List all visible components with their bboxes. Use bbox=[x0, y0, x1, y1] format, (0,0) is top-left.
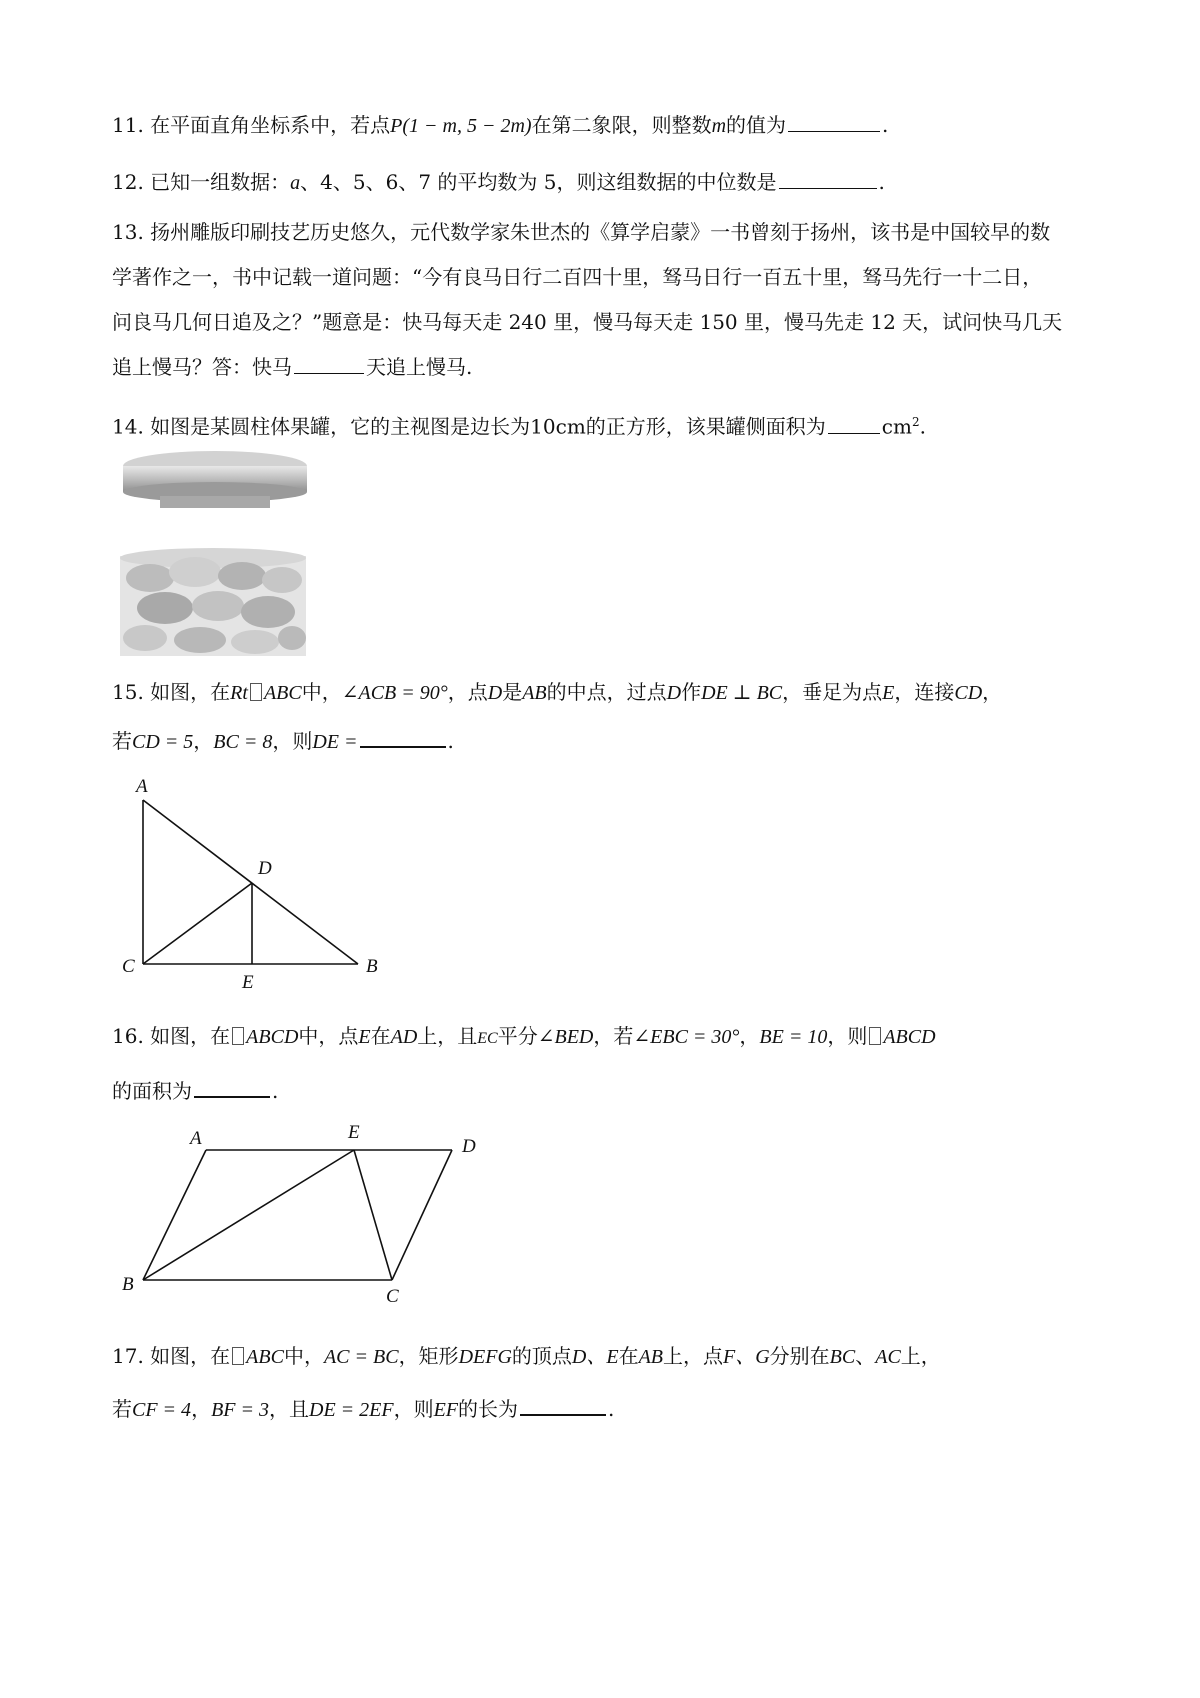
fruit-jar-image bbox=[120, 548, 306, 658]
parallelogram-symbol bbox=[232, 1027, 244, 1045]
answer-blank[interactable] bbox=[294, 351, 364, 374]
answer-blank[interactable] bbox=[360, 724, 446, 748]
label-a: A bbox=[190, 1128, 202, 1149]
label-d: D bbox=[258, 858, 272, 879]
q13-number: 13. bbox=[112, 220, 144, 244]
label-d: D bbox=[462, 1136, 476, 1157]
label-c: C bbox=[386, 1286, 399, 1307]
q11-point-expression: (1 − m, 5 − 2m) bbox=[402, 115, 532, 137]
answer-blank[interactable] bbox=[779, 166, 877, 189]
triangle-symbol bbox=[250, 683, 262, 701]
question-11: 11. 在平面直角坐标系中，若点P(1 − m, 5 − 2m)在第二象限，则整数m的值为 . bbox=[112, 104, 1102, 147]
q12-number: 12. bbox=[112, 170, 144, 194]
triangle-symbol bbox=[232, 1347, 244, 1365]
label-e: E bbox=[348, 1122, 360, 1143]
answer-blank[interactable] bbox=[828, 411, 880, 434]
segment-cd bbox=[143, 883, 252, 964]
question-15: 15. 如图，在Rt ABC中，∠ACB = 90°，点D是AB的中点，过点D作DE ⊥ BC，垂足为点E，连接CD， 若CD = 5，BC = 8，则DE = . bbox=[112, 680, 1003, 753]
question-12: 12. 已知一组数据：a、4、5、6、7 的平均数为 5，则这组数据的中位数是 . bbox=[112, 161, 1102, 204]
segment-ec bbox=[354, 1150, 392, 1280]
q14-number: 14. bbox=[112, 414, 144, 439]
q16-number: 16. bbox=[112, 1024, 144, 1048]
jar-lid-image bbox=[120, 450, 310, 510]
label-c: C bbox=[122, 956, 135, 977]
q11-number: 11. bbox=[112, 113, 144, 137]
figure-right-triangle bbox=[110, 770, 410, 993]
label-b: B bbox=[366, 956, 378, 977]
answer-blank[interactable] bbox=[788, 109, 880, 132]
q15-number: 15. bbox=[112, 680, 144, 704]
question-17: 17. 如图，在 ABC中，AC = BC，矩形DEFG的顶点D、E在AB上，点F、G分别在BC、AC上， 若CF = 4，BF = 3，且DE = 2EF，则EF的长为 . bbox=[112, 1344, 941, 1421]
question-14: 14. 如图是某圆柱体果罐，它的主视图是边长为10cm的正方形，该果罐侧面积为 $cm^2$. bbox=[112, 401, 1102, 448]
question-13: 13. 扬州雕版印刷技艺历史悠久，元代数学家朱世杰的《算学启蒙》一书曾刻于扬州，该书是中国较早的数 学著作之一，书中记载一道问题：“今有良马日行二百四十里，驽马日行一百五十里，驽马先行一十二日， 问良马几何日追及之？”题意是：快马每天走 240 里，慢马每天走 150 里，慢马先走 12 天，试问快马几天 追上慢马？答：快马 天追上慢马. bbox=[112, 220, 1063, 379]
segment-cd bbox=[392, 1150, 452, 1280]
q17-number: 17. bbox=[112, 1344, 144, 1368]
label-a: A bbox=[136, 776, 148, 797]
answer-blank[interactable] bbox=[520, 1392, 606, 1416]
answer-blank[interactable] bbox=[194, 1074, 270, 1098]
parallelogram-symbol bbox=[869, 1027, 881, 1045]
label-e: E bbox=[242, 972, 254, 993]
label-b: B bbox=[122, 1274, 134, 1295]
figure-parallelogram bbox=[110, 1120, 490, 1307]
question-16: 16. 如图，在 ABCD中，点E在AD上，且EC平分∠BED，若∠EBC = 30°，BE = 10，则 ABCD 的面积为 . bbox=[112, 1024, 936, 1103]
